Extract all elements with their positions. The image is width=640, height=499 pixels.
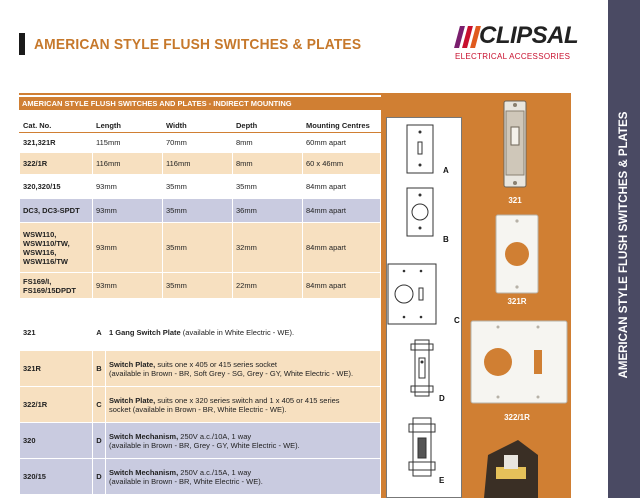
cell-depth: 22mm [233, 273, 303, 299]
clipsal-logo-mark-icon [455, 26, 481, 48]
photo-label-321r: 321R [507, 297, 527, 306]
cell-mounting: 84mm apart [303, 175, 381, 199]
desc-bold: Switch Plate, [109, 359, 156, 369]
desc-body-2: (available in Brown - BR, White Electric - WE). [109, 476, 263, 486]
desc-text [106, 459, 381, 495]
cell-cat: 321,321R [20, 133, 93, 153]
diagram-label-b: B [443, 235, 449, 244]
desc-text [106, 315, 381, 351]
clipsal-logo [455, 22, 579, 62]
side-title [608, 0, 640, 498]
col-length: Length [93, 118, 163, 133]
diagram-panel [386, 117, 462, 498]
cell-cat: FS169/I, FS169/15DPDT [20, 273, 93, 299]
desc-bold: Switch Mechanism, [109, 467, 179, 477]
side-title-text: AMERICAN STYLE FLUSH SWITCHES & PLATES [618, 111, 630, 379]
diagram-mechanism-e-icon [409, 418, 435, 476]
desc-body: 250V a.c./15A, 1 way [178, 467, 252, 477]
desc-body-2: (available in Brown - BR, Grey - GY, White Electric - WE). [109, 440, 300, 450]
cell-mounting: 60mm apart [303, 133, 381, 153]
cell-cat: WSW110, WSW110/TW, WSW116, WSW116/TW [20, 223, 93, 273]
desc-text [106, 387, 381, 423]
cell-length: 93mm [93, 175, 163, 199]
cell-mounting: 60 x 46mm [303, 153, 381, 175]
desc-letter: C [93, 387, 106, 423]
desc-body: 250V a.c./10A, 1 way [178, 431, 252, 441]
desc-letter: D [93, 459, 106, 495]
description-row [20, 351, 381, 387]
description-row [20, 459, 381, 495]
desc-body-2: (available in Brown - BR, Soft Grey - SG, Grey - GY, White Electric - WE). [109, 368, 354, 378]
spec-table-header [20, 118, 381, 133]
description-row [20, 423, 381, 459]
diagram-label-e: E [439, 476, 445, 485]
table-row [20, 273, 381, 299]
cell-width: 35mm [163, 223, 233, 273]
desc-bold: Switch Mechanism, [109, 431, 179, 441]
desc-body: (available in White Electric - WE). [180, 328, 295, 337]
photo-321r-icon [496, 215, 538, 293]
brand-name: CLIPSAL [479, 22, 579, 49]
spec-table [19, 117, 381, 299]
cell-length: 116mm [93, 153, 163, 175]
desc-code: 321R [20, 351, 93, 387]
cell-depth: 8mm [233, 153, 303, 175]
table-title: AMERICAN STYLE FLUSH SWITCHES AND PLATES - INDIRECT MOUNTING [19, 97, 381, 110]
desc-code: 321 [20, 315, 93, 351]
photo-column [466, 95, 571, 498]
cell-width: 35mm [163, 175, 233, 199]
description-row [20, 387, 381, 423]
desc-body: suits one x 320 series switch and 1 x 405 or 415 series [155, 395, 340, 405]
desc-letter: D [93, 423, 106, 459]
desc-letter: A [93, 315, 106, 351]
diagram-plate-a-icon [407, 125, 433, 173]
photo-322-1r-icon [471, 321, 567, 403]
desc-bold: Switch Plate, [109, 395, 156, 405]
photo-label-321: 321 [508, 196, 522, 205]
photo-mechanism-icon [484, 440, 538, 498]
desc-code: 320/15 [20, 459, 93, 495]
cell-depth: 8mm [233, 133, 303, 153]
cell-cat: 320,320/15 [20, 175, 93, 199]
cell-width: 35mm [163, 273, 233, 299]
cell-depth: 36mm [233, 199, 303, 223]
desc-code: 320 [20, 423, 93, 459]
diagram-label-d: D [439, 394, 445, 403]
col-cat-no: Cat. No. [20, 118, 93, 133]
title-bar-mark [19, 33, 25, 55]
brand-subtitle: ELECTRICAL ACCESSORIES [455, 52, 571, 61]
diagram-mechanism-d-icon [411, 340, 433, 396]
cell-width: 116mm [163, 153, 233, 175]
cell-depth: 35mm [233, 175, 303, 199]
col-depth: Depth [233, 118, 303, 133]
desc-code: 322/1R [20, 387, 93, 423]
col-mounting-centres: Mounting Centres [303, 118, 381, 133]
table-row [20, 133, 381, 153]
description-row [20, 315, 381, 351]
desc-bold: 1 Gang Switch Plate [109, 328, 181, 337]
cell-length: 93mm [93, 223, 163, 273]
desc-text [106, 423, 381, 459]
cell-cat: DC3, DC3-SPDT [20, 199, 93, 223]
photo-label-322-1r: 322/1R [504, 413, 530, 422]
cell-mounting: 84mm apart [303, 273, 381, 299]
table-row [20, 199, 381, 223]
table-row [20, 153, 381, 175]
cell-mounting: 84mm apart [303, 223, 381, 273]
cell-mounting: 84mm apart [303, 199, 381, 223]
desc-letter: B [93, 351, 106, 387]
cell-length: 115mm [93, 133, 163, 153]
description-table [19, 314, 381, 495]
page-title: AMERICAN STYLE FLUSH SWITCHES & PLATES [34, 36, 362, 53]
col-width: Width [163, 118, 233, 133]
desc-text [106, 351, 381, 387]
table-row [20, 223, 381, 273]
diagram-plate-c-icon [388, 264, 436, 324]
cell-length: 93mm [93, 199, 163, 223]
cell-width: 70mm [163, 133, 233, 153]
cell-depth: 32mm [233, 223, 303, 273]
cell-length: 93mm [93, 273, 163, 299]
cell-width: 35mm [163, 199, 233, 223]
desc-body-2: socket (available in Brown - BR, White Electric - WE). [109, 404, 287, 414]
diagram-plate-b-icon [407, 188, 433, 236]
cell-cat: 322/1R [20, 153, 93, 175]
diagram-label-a: A [443, 166, 449, 175]
desc-body: suits one x 405 or 415 series socket [155, 359, 277, 369]
diagram-label-c: C [454, 316, 460, 325]
table-row [20, 175, 381, 199]
photo-321-icon [504, 101, 526, 187]
